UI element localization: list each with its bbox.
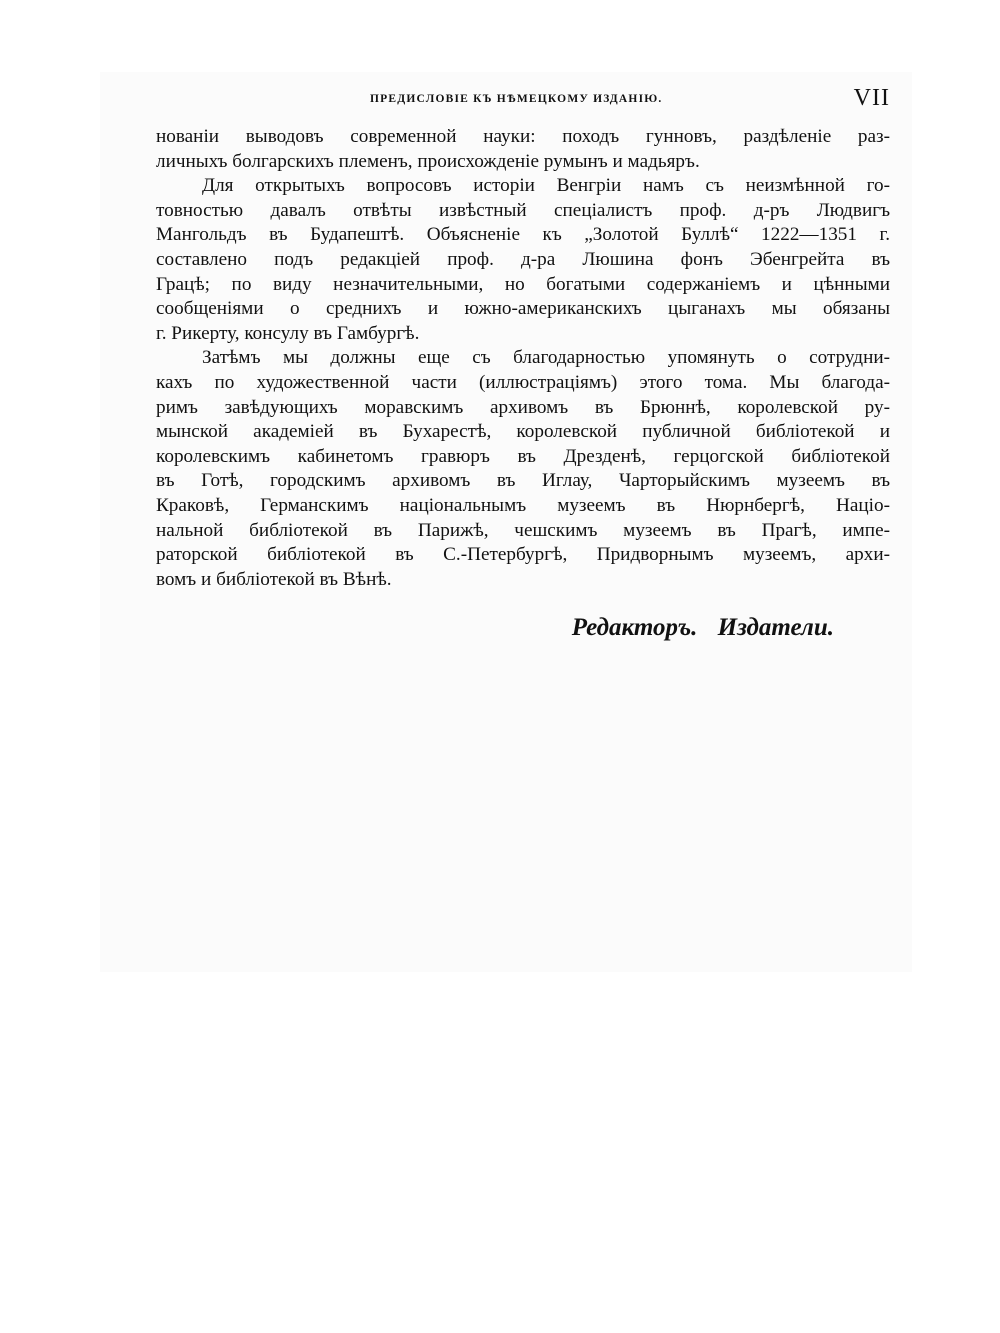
text-line: г. Рикерту, консулу въ Гамбургѣ. bbox=[156, 322, 420, 344]
running-head-title: ПРЕДИСЛОВІЕ КЪ НѢМЕЦКОМУ ИЗДАНІЮ. bbox=[370, 93, 663, 105]
text-line: Мангольдъ въ Будапештѣ. Объясненіе къ „Золотой Буллѣ“ 1222—1351 г. bbox=[156, 224, 890, 246]
text-line: Затѣмъ мы должны еще съ благодарностью упомянуть о сотрудни- bbox=[202, 347, 890, 369]
text-line: Грацѣ; по виду незначительными, но богатыми содержаніемъ и цѣнными bbox=[156, 273, 890, 295]
paragraph-3 bbox=[156, 346, 890, 592]
book-page bbox=[156, 85, 890, 641]
page-number: VII bbox=[853, 85, 890, 111]
text-line: Краковѣ, Германскимъ національнымъ музеемъ въ Нюрнбергѣ, Націо- bbox=[156, 494, 890, 516]
text-line: римъ завѣдующихъ моравскимъ архивомъ въ Брюннѣ, королевской ру- bbox=[156, 396, 890, 418]
text-line: личныхъ болгарскихъ племенъ, происхожденіе румынъ и мадьяръ. bbox=[156, 150, 700, 172]
running-head bbox=[156, 85, 890, 125]
text-line: королевскимъ кабинетомъ гравюръ въ Дрезденѣ, герцогской библіотекой bbox=[156, 445, 890, 467]
text-line: раторской библіотекой въ С.-Петербургѣ, Придворнымъ музеемъ, архи- bbox=[156, 544, 890, 566]
text-line: товностью давалъ отвѣты извѣстный спеціалистъ проф. д-ръ Людвигъ bbox=[156, 199, 890, 221]
text-line: мынской академіей въ Бухарестѣ, королевской публичной библіотекой и bbox=[156, 421, 890, 443]
paragraph-2 bbox=[156, 174, 890, 346]
text-line: сообщеніями о среднихъ и южно-американскихъ цыганахъ мы обязаны bbox=[156, 298, 890, 320]
paragraph-1 bbox=[156, 125, 890, 174]
signature: Редакторъ. Издатели. bbox=[571, 614, 834, 641]
text-line: составлено подъ редакціей проф. д-ра Люшина фонъ Эбенгрейта въ bbox=[156, 248, 890, 270]
text-line: вомъ и библіотекой въ Вѣнѣ. bbox=[156, 568, 392, 590]
text-line: въ Готѣ, городскимъ архивомъ въ Иглау, Чарторыйскимъ музеемъ въ bbox=[156, 470, 890, 492]
text-line: Для открытыхъ вопросовъ исторіи Венгріи намъ съ неизмѣнной го- bbox=[202, 175, 890, 197]
text-line: нальной библіотекой въ Парижѣ, чешскимъ музеемъ въ Прагѣ, импе- bbox=[156, 519, 890, 541]
text-line: кахъ по художественной части (иллюстраціямъ) этого тома. Мы благода- bbox=[156, 371, 890, 393]
text-line: нованіи выводовъ современной науки: походъ гунновъ, раздѣленіе раз- bbox=[156, 126, 890, 147]
